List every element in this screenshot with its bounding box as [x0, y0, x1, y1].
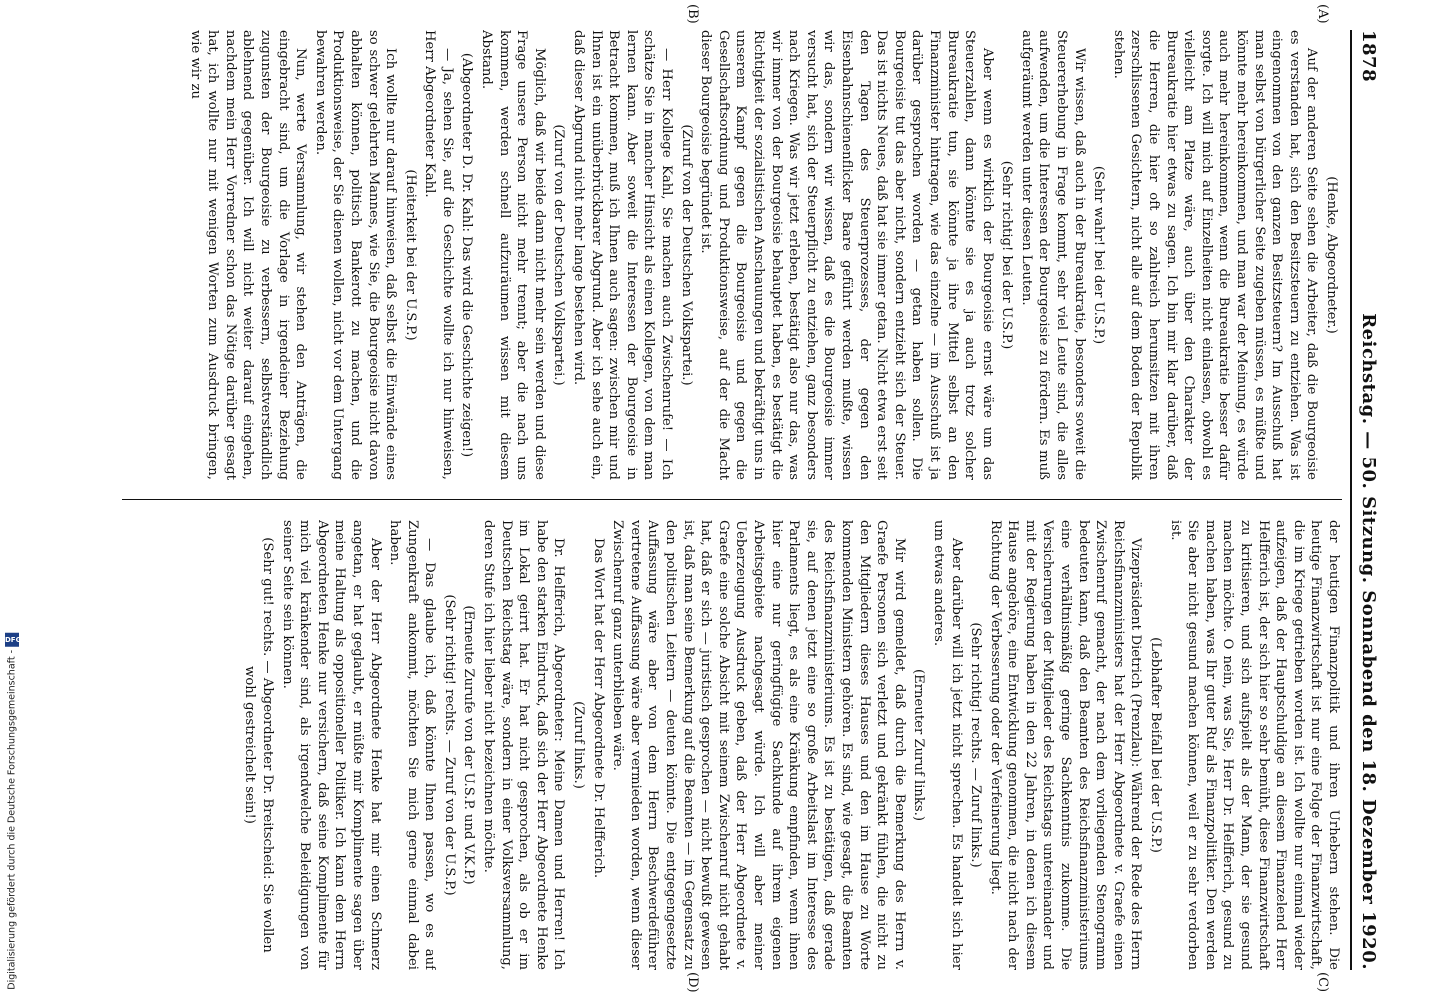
interjection: (Heiterkeit bei der U.S.P.)	[402, 169, 418, 341]
margin-marker-c: (C)	[1315, 972, 1330, 993]
paragraph: Aber wenn es wirklich der Bourgeoisie ernst wäre um das Steuerzahlen, dann könnte sie es ja auch trotz solcher Bureaukratie tun, sie könnte ja ihre Mittel selbst an den Finanzminister hintragen, wie das einzelne — im Ausschuß ist ja darüber gesprochen worden — getan haben sollen. Die Bourgeoisie tut das aber nicht, sondern entzieht sich der Steuer. Das ist nichts Neues, daß hat sie immer getan. Nicht etwa erst seit den Tagen des Steuerprozesses, der gegen den Eisenbahnschienenflicker Baare geführt werden mußte, wissen wir das, sondern wir wissen, daß es die Bourgeoisie immer versucht hat, sich der Steuerpflicht zu entziehen, ganz besonders nach Kriegen. Was wir jetzt erleben, bestätigt also nur das, was wir immer von der Bourgeoisie behauptet haben, es bestätigt die Richtigkeit der sozialistischen Anschauungen und bekräftigt uns in unserem Kampf gegen die Bourgeoisie und gegen die Gesellschaftsordnung und Produktionsweise, auf der die Macht dieser Bourgeoisie begründet ist.	[698, 30, 995, 480]
paragraph: Möglich, daß wir beide dann nicht mehr sein werden und diese Frage unsere Person nicht mehr trennt; aber die nach uns kommen, werden schnell aufzuräumen wissen mit diesem Abstand.	[479, 30, 547, 480]
running-title: Reichstag. — 50. Sitzung. Sonnabend den 18. Dezember 1920.	[1358, 313, 1380, 970]
paragraph: Aber der Herr Abgeordnete Henke hat mir einen Schmerz angetan, er hat geglaubt, er müßte mir Komplimente sagen über meine Haltung als oppositioneller Politiker. Ich kann dem Herrn Abgeordneten Henke nur versichern, daß seine Komplimente für mich viel kränkender sind, als irgendwelche Beleidigungen von seiner Seite sein können.	[279, 520, 383, 970]
column-divider	[122, 499, 1342, 500]
page-number: 1878	[1358, 30, 1380, 83]
dfg-logo-icon: DFG	[5, 633, 19, 647]
interjection: (Zuruf von der Deutschen Volkspartei.)	[678, 124, 694, 386]
paragraph: Mir wird gemeldet, daß durch die Bemerkung des Herrn v. Graefe Personen sich verletzt und gekränkt fühlen, die nicht zu den Mitgliedern dieses Hauses und den im Hause zu Worte kommenden Ministern gehören. Es sind, wie gesagt, die Beamten des Reichsfinanzministeriums. Es ist zu bestätigen, daß gerade sie, auf denen jetzt eine so große Arbeitslast im Interesse des Parlaments liegt, es als eine Kränkung empfinden, wenn ihnen hier eine nur geringfügige Sachkunde auf ihrem eigenen Arbeitsgebiete nachgesagt würde. Ich will aber meiner Ueberzeugung Ausdruck geben, daß der Herr Abgeordnete v. Graefe eine solche Absicht mit seinem Zwischenruf nicht gehabt hat, daß er sich — juristisch gesprochen — nicht bewußt gewesen ist, daß man seine Bemerkung auf die Beamten — im Gegensatz zu den politischen Leitern — deuten könnte. Die entgegengesetzte Auffassung wäre aber von dem Herrn Beschwerdeführer vertretene Auffassung wäre aber vermieden worden, wenn dieser Zwischenruf ganz unterblieben wäre.	[610, 520, 907, 970]
paragraph: Dr. Helfferich, Abgeordneter: Meine Damen und Herren! Ich habe den starken Eindruck, daß sich der Herr Abgeordnete Henke im Lokal geirrt hat. Er hat nicht gesprochen, als ob er im Deutschen Reichstag wäre, sondern in einer Volksversammlung, deren Stufe ich hier lieber nicht bezeichnen möchte.	[481, 520, 567, 970]
interjection: (Zuruf von der Deutschen Volkspartei.)	[551, 124, 567, 386]
speaker-tag: (Henke, Abgeordneter.)	[1324, 176, 1339, 334]
interjection: (Sehr wahr! bei der U.S.P.)	[1091, 165, 1107, 345]
interjection: (Sehr gut! rechts. — Abgeordneter Dr. Breitscheid: Sie wollen wohl gestreichelt sein!)	[242, 537, 275, 953]
margin-marker-a: (A)	[1315, 4, 1330, 24]
paragraph: Nun, werte Versammlung, wir stehen den Anträgen, die eingebracht sind, um die Vorlage in irgendeiner Beziehung zugunsten der Bourgeoisie zu verbessern, selbstverständlich ablehnend gegenüber. Ich will nicht weiter darauf eingehen, nachdem mein Herr Vorredner schon das Nötige darüber gesagt hat, ich wollte nur mit wenigen Worten zum Ausdruck bringen, wie wir zu	[187, 30, 309, 480]
interjection: (Sehr richtig! rechts. — Zuruf links.)	[968, 622, 984, 868]
interjection: (Erneuter Zuruf links.)	[911, 668, 927, 822]
digitization-credit	[2, 0, 22, 1000]
interjection: (Lebhafter Beifall bei der U.S.P.)	[1148, 637, 1164, 853]
paragraph: — Das glaube ich, daß könnte Ihnen passen, wo es auf Zungenkraft ankommt, möchten Sie mich gerne einmal dabei haben.	[387, 520, 438, 970]
paragraph: Ich wollte nur darauf hinweisen, daß selbst die Einwände eines so schwer gelehrten Mannes, wie Sie, die Bourgeoisie nicht davon abhalten können, politisch Bankerott zu machen, und die Produktionsweise, der Sie dienen wollen, nicht vor dem Untergang bewahren werden.	[312, 30, 399, 480]
credit-text: Digitalisierung gefördert durch die Deutsche Forschungsgemeinschaft -	[6, 650, 18, 990]
right-column	[112, 520, 1342, 970]
interjection: (Sehr richtig! bei der U.S.P.)	[999, 160, 1015, 350]
scanned-page	[90, 0, 1400, 1000]
margin-marker-b: (B)	[685, 4, 700, 24]
left-column	[112, 30, 1342, 480]
margin-marker-d: (D)	[685, 972, 700, 993]
paragraph: Vizepräsident Dietrich (Prenzlau): Während der Rede des Herrn Reichsfinanzministers hat der Herr Abgeordnete v. Graefe einen Zwischenruf gemacht, der nach dem vorliegenden Stenogramm bedeuten kann, daß den Beamten des Reichsfinanzministeriums eine verhältnismäßig geringe Sachkenntnis zukomme. Die Versicherungen der Mitglieder des Reichstags untereinander und mit der Regierung haben in den 22 Jahren, in denen ich diesem Hause angehöre, eine Entwicklung genommen, die nicht nach der Richtung der Verbesserung oder der Verfeinerung liegt.	[987, 520, 1144, 970]
interjection: (Erneute Zurufe von der U.S.P. und V.K.P.)	[461, 605, 477, 885]
paragraph: der heutigen Finanzpolitik und ihren Urhebern stehen. Die heutige Finanzwirtschaft ist nur eine Folge der Finanzwirtschaft, die im Kriege getrieben worden ist. Ich wollte nur einmal wieder aufzeigen, daß der Hauptschuldige an diesem Finanzelend Herr Helfferich ist, der sich hier so sehr bemüht, diese Finanzwirtschaft zu kritisieren, und sich aufspielt als der Mann, der sie gesund machen möchte. O nein, was Sie, Herr Dr. Helfferich, gesund zu machen haben, was Ihr guter Ruf als Finanzpolitiker. Den werden Sie aber nicht gesund machen können, weil er zu sehr verdorben ist.	[1167, 520, 1341, 970]
interjection: (Sehr richtig! rechts. — Zuruf von der U.S.P.)	[441, 594, 457, 896]
paragraph: Aber darüber will ich jetzt nicht sprechen. Es handelt sich hier um etwas anderes.	[930, 520, 964, 970]
header-rule	[1350, 30, 1352, 970]
interjection: (Zuruf links.)	[571, 701, 587, 789]
interjection: (Abgeordneter D. Dr. Kahl: Das wird die Geschichte zeigen!)	[459, 52, 475, 458]
paragraph: — Herr Kollege Kahl, Sie machen auch Zwischenrufe! — Ich schätze Sie in mancher Hinsicht als einen Kollegen, von dem man lernen kann. Aber soweit die Interessen der Bourgeoisie in Betracht kommen, muß ich Ihnen auch sagen: zwischen mir und Ihnen ist ein unüberbrückbarer Abgrund. Aber ich sehe auch ein, daß dieser Abgrund nicht mehr lange bestehen wird.	[571, 30, 675, 480]
page-header	[1356, 30, 1382, 970]
paragraph: Auf der anderen Seite sehen die Arbeiter, daß die Bourgeoisie es verstanden hat, sich den Besitzsteuern zu entziehen. Was ist eingenommen von den ganzen Besitzsteuern? Im Ausschuß hat man selbst von bürgerlicher Seite zugeben müssen, es müßte und könnte mehr hereinkommen, und man war der Meinung, es würde auch mehr hereinkommen, wenn die Bureaukratie besser dafür sorgte. Ich will mich auf Einzelheiten nicht einlassen, obwohl es vielleicht am Platze wäre, auch über den Charakter der Bureaukratie hier etwas zu sagen. Ich bin mir klar darüber, daß die Herren, die hier oft so zahlreich herumsitzen mit ihren zerschlissenen Gesichtern, nicht alle auf dem Boden der Republik stehen.	[1110, 30, 1320, 480]
paragraph: — Ja, sehen Sie, auf die Geschichte wollte ich nur hinweisen, Herr Abgeordneter Kahl.	[422, 30, 455, 480]
paragraph: Das Wort hat der Herr Abgeordnete Dr. Helfferich.	[590, 538, 606, 879]
paragraph: Wir wissen, daß auch in der Bureaukratie, besonders soweit die Steuererhebung in Frage kommt, sehr viel Leute sind, die alles aufwenden, um die Interessen der Bourgeoisie zu fördern. Es muß aufgeräumt werden unter diesen Leuten.	[1018, 30, 1087, 480]
